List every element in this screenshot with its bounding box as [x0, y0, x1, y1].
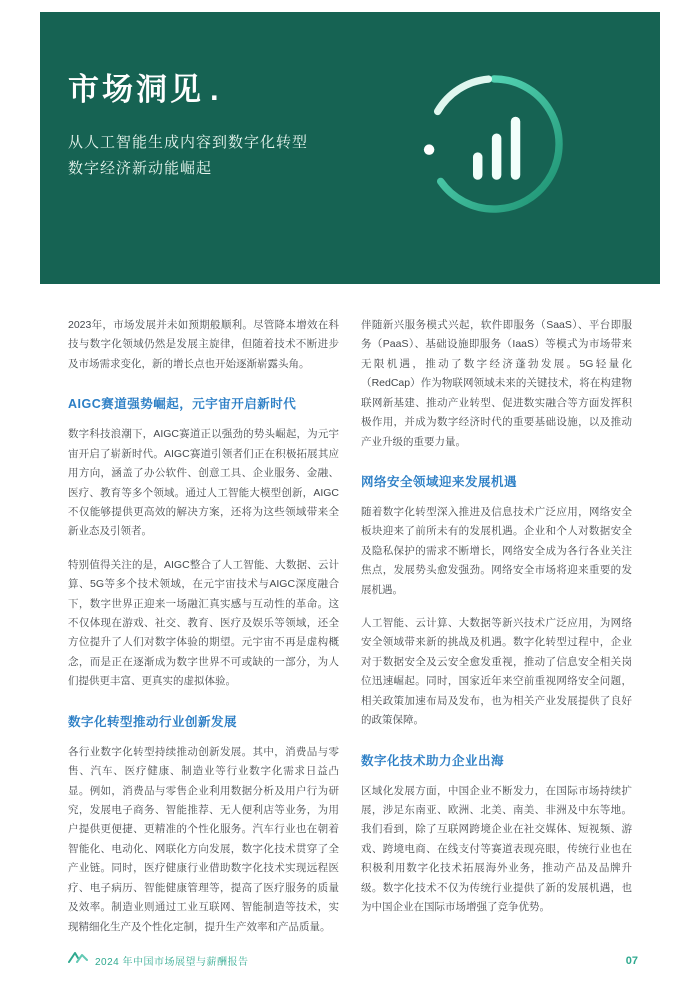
paragraph: 2023年，市场发展并未如预期般顺利。尽管降本增效在科技与数字化领域仍然是发展主旋律，但随着技术不断进步及市场需求变化，新的增长点也开始逐渐崭露头角。: [68, 319, 339, 370]
page-number: 07: [625, 954, 638, 967]
footer-brand: [68, 951, 249, 970]
company-logo-icon: [68, 951, 88, 970]
page-title-text: 市场洞见: [68, 72, 204, 107]
page-title: [68, 64, 222, 109]
paragraph: 各行业数字化转型持续推动创新发展。其中，消费品与零售、汽车、医疗健康、制造业等行业数字化需求日益凸显。例如，消费品与零售企业利用数据分析及用户行为研究，发展电子商务、智能推荐、无人便利店等业务，为用户提供更便捷、更精准的个性化服务。汽车行业也在朝着智能化、电动化、网联化方向发展，数字化技术贯穿了全产业链。同时，医疗健康行业借助数字化技术实现远程医疗、电子病历、智能健康管理等，提高了医疗服务的质量及效率。制造业则通过工业互联网、智能制造等技术，实现精细化生产及个性化定制，提升生产效率和产品质量。: [68, 745, 339, 933]
paragraph: 人工智能、云计算、大数据等新兴技术广泛应用，为网络安全领域带来新的挑战及机遇。数字化转型过程中，企业对于数据安全及云安全愈发重视，推动了信息安全相关岗位迅速崛起。同时，国家近年来空前重视网络安全问题，相关政策加速布局及发布，也为相关产业发展提供了良好的政策保障。: [361, 617, 632, 727]
subtitle-line-1: 从人工智能生成内容到数字化转型: [68, 134, 309, 151]
left-column: [68, 316, 339, 951]
footer-report-title: 2024 年中国市场展望与薪酬报告: [95, 957, 249, 968]
page-subtitle: [68, 130, 308, 183]
right-column: [361, 316, 632, 951]
article-body: [68, 316, 632, 951]
section-heading-aigc: AIGC赛道强势崛起，元宇宙开启新时代: [68, 397, 297, 412]
section-heading-going-global: 数字化技术助力企业出海: [361, 753, 505, 768]
page-title-dot: .: [210, 72, 222, 107]
paragraph: 伴随新兴服务模式兴起，软件即服务（SaaS）、平台即服务（PaaS）、基础设施即服务（IaaS）等模式为市场带来无限机遇，推动了数字经济蓬勃发展。5G轻量化（RedCap）作为物联网领域未来的关键技术，将在构建物联网新基建、推动产业转型、促进数实融合等方面发挥积极作用，并成为数字经济时代的重要基础设施，以及推动产业升级的重要力量。: [361, 319, 632, 448]
section-heading-digital-transformation: 数字化转型推动行业创新发展: [68, 714, 238, 729]
paragraph: 随着数字化转型深入推进及信息技术广泛应用，网络安全板块迎来了前所未有的发展机遇。企业和个人对数据安全及隐私保护的需求不断增长，网络安全成为各行各业关注焦点，发展势头愈发强劲。网络安全市场将迎来重要的发展机遇。: [361, 505, 632, 596]
page-footer: [68, 951, 638, 970]
paragraph: 区域化发展方面，中国企业不断发力，在国际市场持续扩展，涉足东南亚、欧洲、北美、南美、非洲及中东等地。我们看到，除了互联网跨境企业在社交媒体、短视频、游戏、跨境电商、在线支付等赛道表现亮眼，传统行业也在积极利用数字化技术拓展海外业务，推动产品及品牌升级。数字化技术不仅为传统行业提供了新的发展机遇，也为中国企业在国际市场增强了竞争优势。: [361, 784, 632, 914]
page-header: [40, 12, 660, 284]
section-heading-cybersecurity: 网络安全领域迎来发展机遇: [361, 474, 518, 489]
paragraph: 数字科技浪潮下，AIGC赛道正以强劲的势头崛起，为元宇宙开启了崭新时代。AIGC赛道引领者们正在积极拓展其应用方向，涵盖了办公软件、创意工具、企业服务、金融、医疗、教育等多个领域。通过人工智能大模型创新，AIGC不仅能够提供更高效的解决方案，还将为这些领域带来全新业态及引领者。: [68, 428, 339, 538]
paragraph: 特别值得关注的是，AIGC整合了人工智能、大数据、云计算、5G等多个技术领域，在元宇宙技术与AIGC深度融合下，数字世界正迎来一场融汇真实感与互动性的革命。这不仅体现在游戏、社交、教育、医疗及娱乐等领域，还全方位提升了人们对数字体验的期望。元宇宙不再是虚构概念，而是正在逐渐成为数字世界不可或缺的一部分，为人们提供更丰富、更真实的虚拟体验。: [68, 558, 339, 688]
subtitle-line-2: 数字经济新动能崛起: [68, 160, 213, 178]
donut-ring-bar-chart-icon: [410, 60, 578, 228]
